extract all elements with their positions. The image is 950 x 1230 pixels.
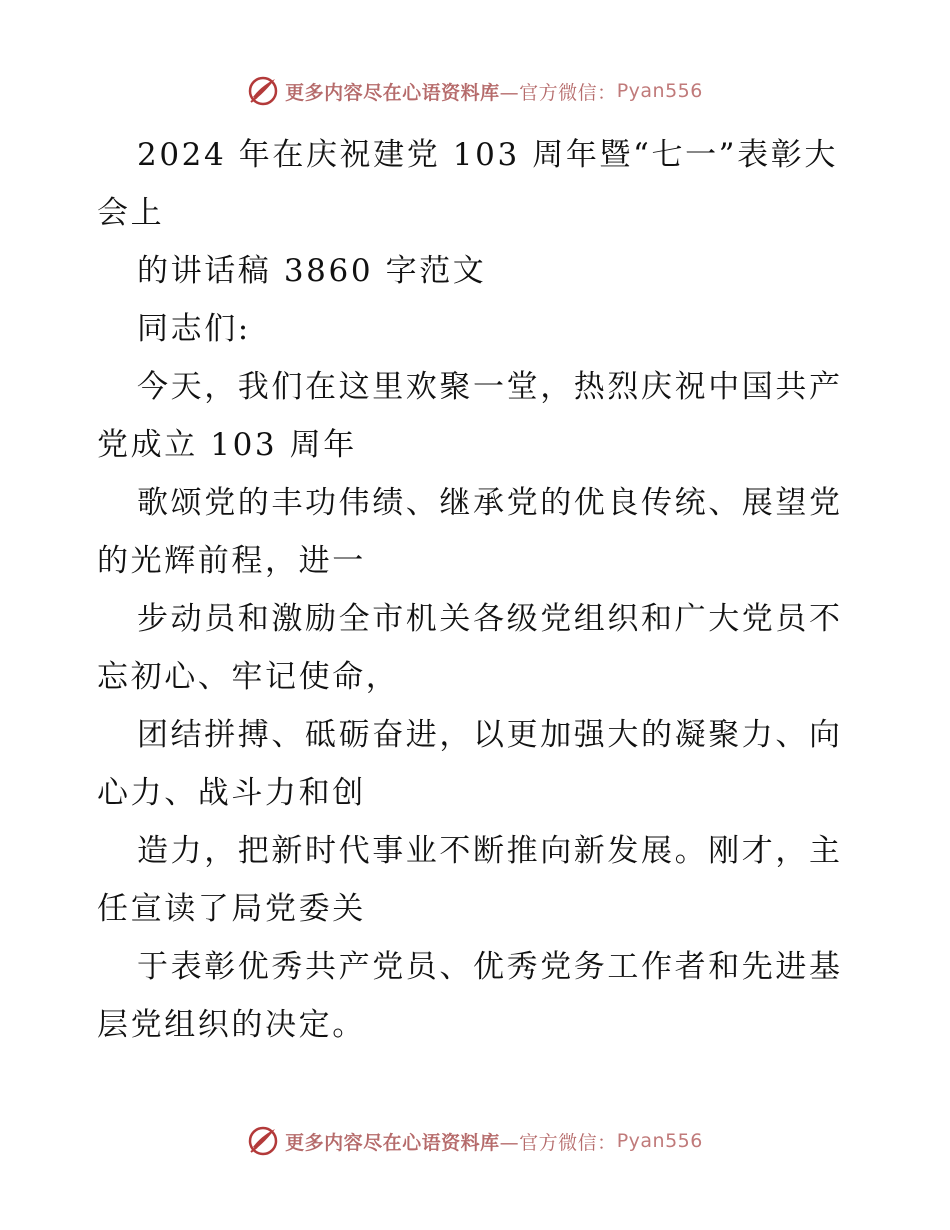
header-watermark [0,71,950,111]
watermark-wechat-label: —官方微信： [499,81,617,104]
document-body [97,126,853,1054]
watermark-wechat-label: —官方微信： [499,1131,617,1154]
watermark-wechat-id: Pyan556 [616,80,703,102]
paragraph: 同志们: [137,311,251,347]
paragraph: 团结拼搏、砥砺奋进，以更加强大的凝聚力、向心力、战斗力和创 [97,717,843,811]
watermark-wechat-id: Pyan556 [616,1130,703,1152]
paragraph: 造力，把新时代事业不断推向新发展。刚才，主任宣读了局党委关 [97,833,843,927]
quill-logo-icon [247,1125,279,1157]
watermark-title: 更多内容尽在心语资料库 [285,1131,500,1154]
paragraph: 歌颂党的丰功伟绩、继承党的优良传统、展望党的光辉前程，进一 [97,485,843,579]
footer-watermark [0,1121,950,1161]
paragraph: 步动员和激励全市机关各级党组织和广大党员不忘初心、牢记使命， [97,601,843,695]
paragraph: 于表彰优秀共产党员、优秀党务工作者和先进基层党组织的决定。 [97,949,843,1043]
quill-logo-icon [247,75,279,107]
watermark-title: 更多内容尽在心语资料库 [285,81,500,104]
paragraph: 的讲话稿 3860 字范文 [137,253,487,289]
paragraph: 今天，我们在这里欢聚一堂，热烈庆祝中国共产党成立 103 周年 [97,369,843,463]
paragraph: 2024 年在庆祝建党 103 周年暨“七一”表彰大会上 [97,137,838,231]
